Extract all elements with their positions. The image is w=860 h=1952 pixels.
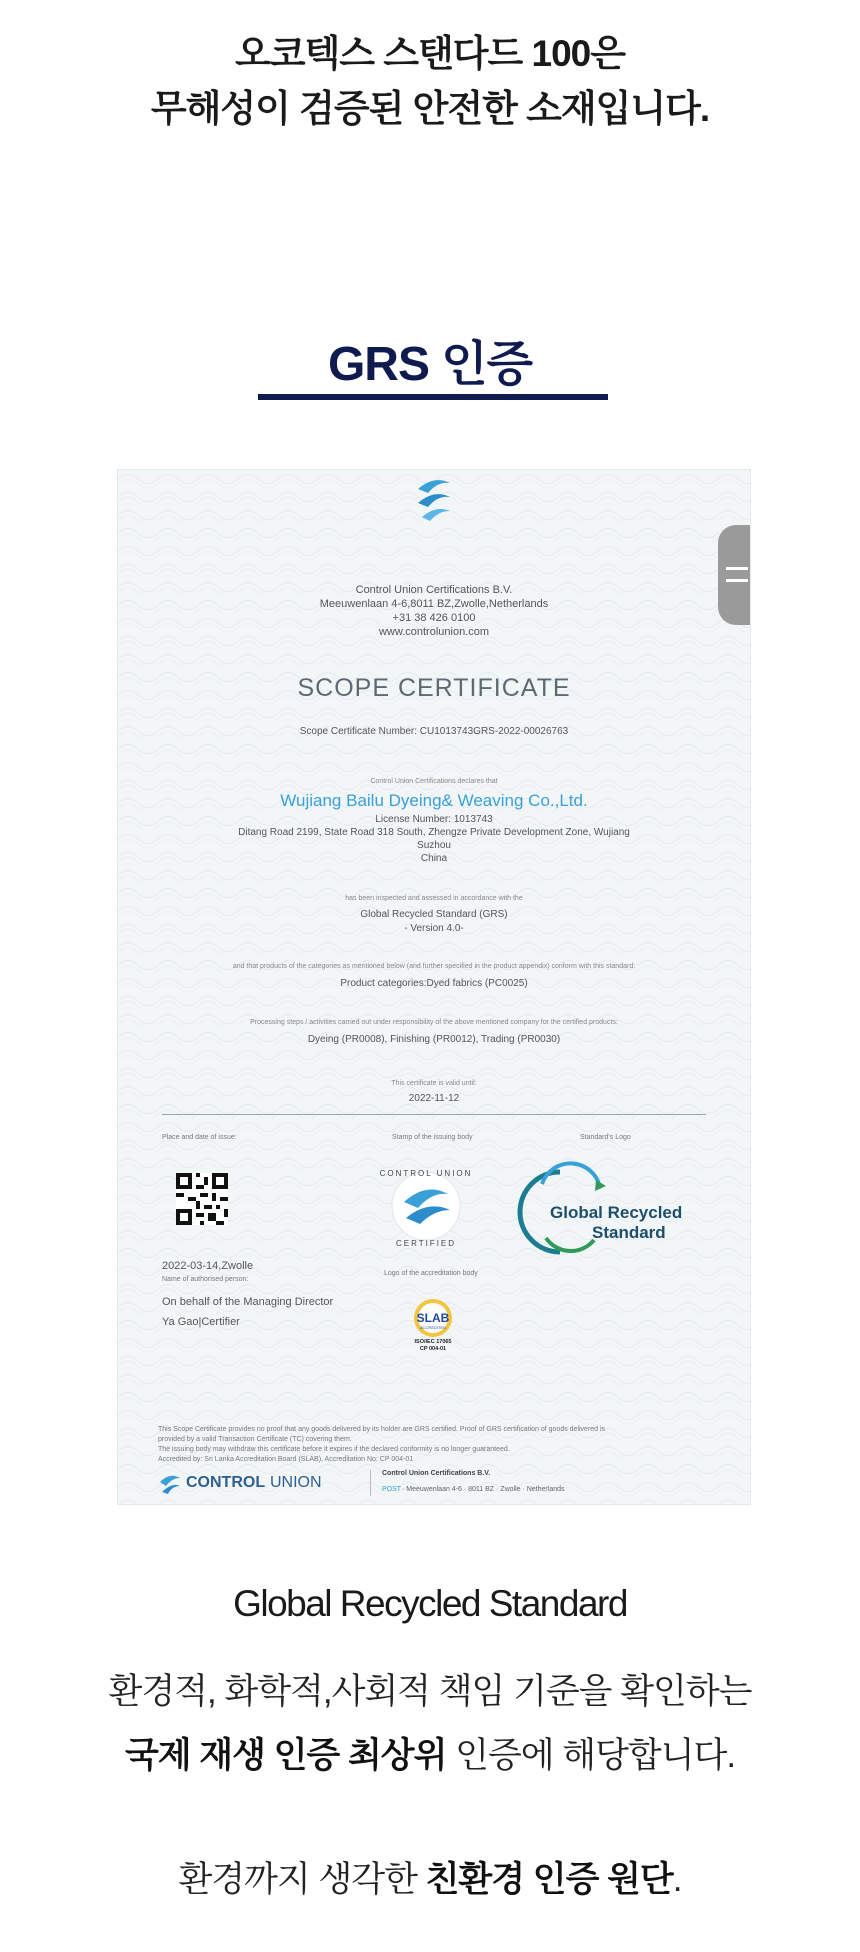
grs-logo-line-1: Global Recycled	[550, 1203, 683, 1222]
control-union-wave-icon	[414, 475, 454, 523]
company-address-2: Suzhou	[417, 840, 451, 851]
inspected-note: has been inspected and assessed in accordance with the	[345, 895, 523, 902]
footer-divider	[370, 1470, 371, 1496]
slab-logo-sub: ACCREDITED	[419, 1325, 447, 1330]
footer-brand-union: UNION	[270, 1474, 322, 1491]
description-line-1: 환경적, 화학적,사회적 책임 기준을 확인하는	[108, 1672, 752, 1711]
footer-post-label: POST	[382, 1486, 402, 1493]
certificate-title: SCOPE CERTIFICATE	[297, 674, 571, 702]
stamp-label: Stamp of the issuing body	[392, 1134, 473, 1141]
stamp-text-bottom: CERTIFIED	[395, 1239, 457, 1248]
signer-name: Ya Gao|Certifier	[162, 1316, 240, 1328]
process-note: Processing steps / activities carried out under responsibility of the above mentioned company for the certified products:	[250, 1019, 618, 1026]
issuer-web: www.controlunion.com	[378, 626, 490, 638]
section-underline	[258, 394, 608, 400]
description-highlight: 국제 재생 인증 최상위	[124, 1736, 447, 1775]
certificate-disclaimer	[158, 1425, 718, 1465]
certificate-number: Scope Certificate Number: CU1013743GRS-2022-00026763	[299, 726, 569, 737]
slab-logo-text: SLAB	[416, 1311, 450, 1325]
grs-standard-name: Global Recycled Standard	[233, 1583, 627, 1624]
description-rest: 인증에 해당합니다.	[446, 1736, 736, 1775]
logo-label: Standard's Logo	[580, 1134, 631, 1141]
standard-name: Global Recycled Standard (GRS)	[360, 909, 508, 920]
valid-date: 2022-11-12	[408, 1093, 460, 1104]
slab-cp-text: CP 004-01	[419, 1346, 447, 1352]
grs-certificate-image	[118, 470, 750, 1504]
company-name: Wujiang Bailu Dyeing& Weaving Co.,Ltd.	[280, 791, 588, 810]
intro-line-2: 무해성이 검증된 안전한 소재입니다.	[150, 88, 710, 129]
license-number: License Number: 1013743	[375, 814, 493, 825]
signer-role: On behalf of the Managing Director	[162, 1296, 334, 1308]
issue-place-date: 2022-03-14,Zwolle	[162, 1260, 254, 1272]
declares-note: Control Union Certifications declares that	[370, 778, 498, 785]
valid-note: This certificate is valid until:	[391, 1080, 477, 1087]
certificate-divider	[162, 1114, 706, 1115]
grs-description	[0, 1660, 860, 1788]
qr-code-icon	[176, 1173, 228, 1225]
intro-heading	[0, 26, 860, 136]
control-union-footer	[158, 1468, 738, 1498]
footer-address: · Meeuwenlaan 4-6 · 8011 BZ · Zwolle · Netherlands	[402, 1486, 565, 1493]
slab-accreditation-logo	[408, 1298, 458, 1352]
eco-statement-bold: 친환경 인증 원단	[425, 1860, 673, 1899]
products-note: and that products of the categories as mentioned below (and further specified in the product appendix) conform with this standard:	[232, 963, 636, 970]
section-title: GRS 인증	[327, 338, 533, 391]
place-label: Place and date of issue:	[162, 1134, 237, 1141]
company-address-1: Ditang Road 2199, State Road 318 South, Zhengze Private Development Zone, Wujiang	[238, 827, 630, 838]
slab-iso-text: ISO/IEC 17065	[414, 1339, 452, 1345]
standard-version: - Version 4.0-	[404, 923, 464, 934]
company-address-3: China	[420, 853, 448, 864]
footer-company: Control Union Certifications B.V.	[382, 1470, 491, 1477]
disclaimer-line-1: This Scope Certificate provides no proof that any goods delivered by its holder are GRS certified. Proof of GRS certification of goods delivered is	[158, 1426, 606, 1433]
issuer-name: Control Union Certifications B.V.	[355, 584, 513, 596]
footer-brand-control: CONTROL	[186, 1474, 266, 1491]
issuer-phone: +31 38 426 0100	[392, 612, 476, 624]
authorised-person-label: Name of authorised person:	[162, 1276, 249, 1283]
grs-logo-line-2: Standard	[592, 1223, 666, 1242]
accreditation-label: Logo of the accreditation body	[384, 1270, 478, 1277]
disclaimer-line-4: Accredited by: Sri Lanka Accreditation Board (SLAB), Accreditation No: CP 004-01	[158, 1456, 414, 1463]
control-union-certified-stamp	[380, 1160, 472, 1252]
global-recycled-standard-logo	[516, 1158, 716, 1258]
eco-statement-plain: 환경까지 생각한	[178, 1860, 426, 1899]
eco-statement-end: .	[672, 1860, 682, 1899]
stamp-text-top: CONTROL UNION	[380, 1169, 472, 1178]
control-union-footer-icon	[158, 1472, 182, 1494]
product-categories: Product categories:Dyed fabrics (PC0025)	[340, 978, 528, 989]
issuer-address: Meeuwenlaan 4-6,8011 BZ,Zwolle,Netherlands	[319, 598, 549, 610]
intro-line-1: 오코텍스 스탠다드 100은	[235, 33, 625, 74]
eco-statement	[0, 1852, 860, 1902]
process-steps: Dyeing (PR0008), Finishing (PR0012), Trading (PR0030)	[307, 1034, 561, 1045]
disclaimer-line-2: provided by a valid Transaction Certificate (TC) covering them.	[158, 1436, 352, 1443]
disclaimer-line-3: The issuing body may withdraw this certificate before it expires if the declared conformity is no longer guaranteed.	[158, 1446, 510, 1453]
description-line-2	[0, 1724, 860, 1788]
